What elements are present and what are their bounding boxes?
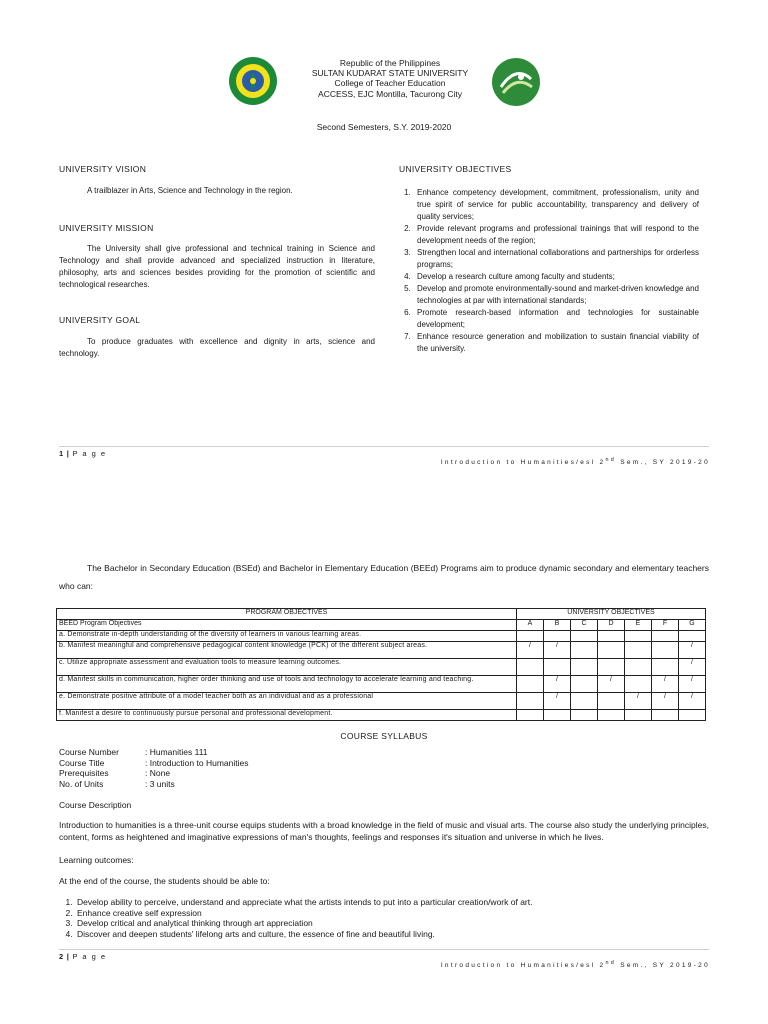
table-cell: [652, 710, 679, 721]
table-cell: b. Manifest meaningful and comprehensive pedagogical content knowledge (PCK) of the different subject areas.: [57, 642, 517, 659]
list-item: 3. Develop critical and analytical thinking through art appreciation: [75, 918, 709, 929]
table-cell: [625, 676, 652, 693]
table-row: [57, 609, 706, 620]
column-header: E: [625, 620, 652, 631]
info-label: Course Title: [59, 757, 105, 768]
university-seal-icon: [228, 56, 278, 106]
info-value: : None: [145, 768, 171, 779]
info-label: Course Number: [59, 747, 119, 757]
course-description: Introduction to humanities is a three-unit course equips students with a broad knowledge in the field of music and visual arts. The course also study the underlying principles, content, forms as heightened and imaginative expressions of man's thoughts, feelings and responses it's situation and universe in which he lives.: [59, 820, 709, 842]
list-item: 2. Enhance creative self expression: [75, 908, 709, 919]
right-column: [399, 164, 699, 355]
semester-label: Second Semesters, S.Y. 2019-2020: [316, 122, 452, 132]
header-line: ACCESS, EJC Montilla, Tacurong City: [318, 88, 462, 99]
footer-divider: [59, 446, 709, 447]
info-value: : 3 units: [145, 778, 175, 789]
info-label: Prerequisites: [59, 768, 109, 779]
table-row: [57, 631, 706, 642]
table-cell: [517, 659, 544, 676]
list-item: 4. Discover and deepen students' lifelong arts and culture, the essence of fine and beautiful living.: [75, 929, 709, 940]
list-item: 6. Promote research-based information and technologies for sustainable development;: [413, 307, 699, 331]
table-cell: [571, 676, 598, 693]
column-header: A: [517, 620, 544, 631]
table-cell: [571, 631, 598, 642]
footer-title-text: Introduction to Humanities/esl 2: [440, 962, 606, 970]
table-cell: [679, 631, 706, 642]
table-cell: [571, 710, 598, 721]
table-cell: [679, 710, 706, 721]
table-cell: d. Manifest skills in communication, higher order thinking and use of tools and technology to accelerate learning and teaching.: [57, 676, 517, 693]
table-cell: c. Utilize appropriate assessment and evaluation tools to measure learning outcomes.: [57, 659, 517, 676]
header-line: SULTAN KUDARAT STATE UNIVERSITY: [311, 68, 469, 79]
column-header: D: [598, 620, 625, 631]
table-cell: [652, 659, 679, 676]
column-header: G: [679, 620, 706, 631]
column-header: B: [544, 620, 571, 631]
info-row: [59, 768, 248, 779]
college-logo-icon: [491, 57, 541, 107]
info-row: [59, 758, 248, 769]
table-cell: /: [679, 642, 706, 659]
table-cell: [571, 642, 598, 659]
vision-text: A trailblazer in Arts, Science and Technology in the region.: [87, 185, 293, 195]
table-cell: /: [625, 693, 652, 710]
table-cell: [625, 642, 652, 659]
table-cell: [517, 631, 544, 642]
list-item: 2. Provide relevant programs and professional trainings that will respond to the development needs of the region;: [413, 223, 699, 247]
info-value: : Introduction to Humanities: [145, 757, 249, 768]
table-cell: [598, 693, 625, 710]
objectives-heading: UNIVERSITY OBJECTIVES: [399, 164, 512, 174]
table-cell: [571, 693, 598, 710]
info-label: No. of Units: [59, 778, 104, 789]
table-header: UNIVERSITY OBJECTIVES: [517, 609, 706, 620]
table-cell: [517, 676, 544, 693]
table-cell: /: [598, 676, 625, 693]
footer-title-sup: nd: [605, 457, 617, 463]
list-item: 3. Strengthen local and international collaborations and partnerships for orderless programs;: [413, 247, 699, 271]
table-cell: /: [517, 642, 544, 659]
table-cell: a. Demonstrate in-depth understanding of the diversity of learners in various learning areas.: [57, 631, 517, 642]
table-cell: f. Manifest a desire to continuously pursue personal and professional development.: [57, 710, 517, 721]
page-word: P a g e: [72, 952, 107, 961]
outcomes-heading: Learning outcomes:: [59, 855, 134, 865]
table-cell: /: [652, 693, 679, 710]
table-row: [57, 676, 706, 693]
info-value: : Humanities 111: [145, 747, 208, 757]
table-cell: /: [544, 642, 571, 659]
goal-heading: UNIVERSITY GOAL: [59, 315, 141, 326]
table-cell: [598, 659, 625, 676]
table-cell: [598, 710, 625, 721]
list-item: 4. Develop a research culture among faculty and students;: [413, 271, 699, 283]
footer-title-end: Sem., SY 2019-20: [616, 962, 710, 970]
footer-title-sup: nd: [605, 960, 617, 966]
info-row: [59, 779, 248, 790]
university-header: [290, 58, 490, 99]
program-intro: The Bachelor in Secondary Education (BSEd) and Bachelor in Elementary Education (BEEd) Programs aim to produce dynamic secondary and elementary teachers who can:: [59, 563, 709, 591]
outcomes-list: [59, 897, 709, 940]
footer-title-end: Sem., SY 2019-20: [616, 459, 710, 467]
table-row: [57, 642, 706, 659]
page-word: P a g e: [72, 449, 107, 458]
table-cell: /: [652, 676, 679, 693]
table-cell: [652, 642, 679, 659]
page-number-value: 1: [59, 449, 64, 458]
table-cell: [625, 710, 652, 721]
table-cell: [598, 642, 625, 659]
program-objectives-table: [56, 608, 706, 721]
table-cell: [652, 631, 679, 642]
header-line: Republic of the Philippines: [339, 58, 441, 68]
description-heading: Course Description: [59, 800, 132, 810]
mission-text: The University shall give professional and technical training in Science and Technology and shall provide advanced and specialized instruction in literature, philosophy, arts and sciences besides providing for the promotion of scientific and technological researches.: [59, 244, 375, 290]
table-row: [57, 710, 706, 721]
footer-divider: [59, 949, 709, 950]
column-header: F: [652, 620, 679, 631]
goal-section: [59, 315, 375, 360]
vision-heading: UNIVERSITY VISION: [59, 164, 147, 174]
table-cell: [517, 693, 544, 710]
column-header: C: [571, 620, 598, 631]
table-cell: [544, 659, 571, 676]
list-item: 7. Enhance resource generation and mobilization to sustain financial viability of the university.: [413, 331, 699, 355]
table-row: [57, 620, 706, 631]
page-number: 1 | P a g e: [59, 449, 107, 458]
list-item: 1. Enhance competency development, commitment, professionalism, unity and true spirit of service for public accountability, transparency and delivery of quality services;: [413, 187, 699, 223]
goal-text: To produce graduates with excellence and dignity in arts, science and technology.: [59, 336, 375, 358]
table-cell: /: [679, 659, 706, 676]
footer-title-text: Introduction to Humanities/esl 2: [440, 459, 606, 467]
mission-heading: UNIVERSITY MISSION: [59, 222, 154, 233]
table-cell: /: [544, 693, 571, 710]
outcomes-block: [59, 897, 709, 940]
table-cell: e. Demonstrate positive attribute of a model teacher both as an individual and as a professional: [57, 693, 517, 710]
table-row: [57, 693, 706, 710]
mission-section: [59, 223, 375, 292]
table-cell: /: [679, 676, 706, 693]
table-cell: [517, 710, 544, 721]
outcomes-lead: At the end of the course, the students should be able to:: [59, 876, 270, 886]
syllabus-title: COURSE SYLLABUS: [340, 731, 428, 741]
table-header: PROGRAM OBJECTIVES: [57, 609, 517, 620]
footer-title: [380, 457, 710, 467]
table-cell: /: [679, 693, 706, 710]
table-row: [57, 659, 706, 676]
table-cell: [598, 631, 625, 642]
table-subheader: BEED Program Objectives: [57, 620, 517, 631]
table-cell: [571, 659, 598, 676]
info-row: [59, 747, 248, 758]
page-number: 2 | P a g e: [59, 952, 107, 961]
objectives-list: [399, 187, 699, 355]
list-item: 5. Develop and promote environmentally-sound and market-driven knowledge and technologies at par with international standards;: [413, 283, 699, 307]
vision-section: [59, 164, 375, 197]
table-cell: /: [544, 676, 571, 693]
table-cell: [544, 710, 571, 721]
course-info: [59, 747, 248, 790]
table-cell: [544, 631, 571, 642]
page-number-value: 2: [59, 952, 64, 961]
left-column: [59, 164, 375, 380]
footer-title: [380, 960, 710, 970]
list-item: 1. Develop ability to perceive, understand and appreciate what the artists intends to put into a particular creation/work of art.: [75, 897, 709, 908]
table-cell: [625, 631, 652, 642]
table-cell: [625, 659, 652, 676]
header-line: College of Teacher Education: [334, 78, 446, 89]
